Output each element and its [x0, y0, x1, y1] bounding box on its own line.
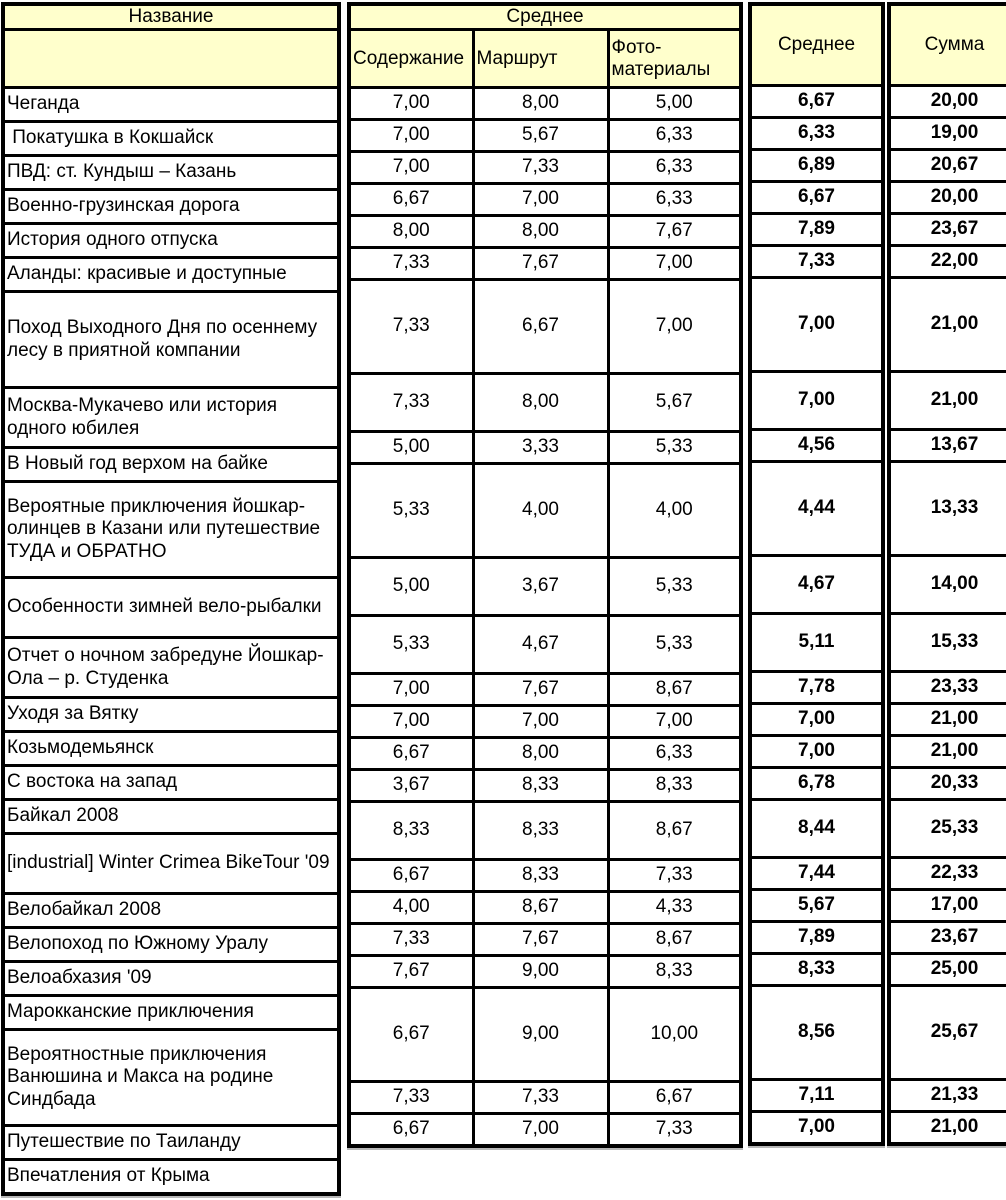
cell-sum: 23,33	[889, 672, 1006, 704]
cell-content: 8,00	[349, 216, 473, 248]
cell-photo: 5,33	[608, 616, 741, 674]
table-row	[349, 184, 741, 216]
cell-content: 3,67	[349, 770, 473, 802]
cell-name: Марокканские приключения	[3, 996, 339, 1030]
cell-sum: 25,67	[889, 986, 1006, 1080]
cell-avg: 7,00	[750, 704, 883, 736]
cell-avg: 6,67	[750, 182, 883, 214]
cell-avg: 7,89	[750, 214, 883, 246]
cell-content: 6,67	[349, 1114, 473, 1147]
criteria-section	[347, 2, 743, 1148]
photo-column-header: Фото-материалы	[608, 30, 741, 88]
table-row	[3, 122, 339, 156]
table-row	[3, 88, 339, 122]
cell-sum: 19,00	[889, 118, 1006, 150]
table-row	[349, 248, 741, 280]
cell-route: 4,00	[473, 464, 608, 558]
cell-sum: 23,67	[889, 922, 1006, 954]
table-row	[889, 614, 1006, 672]
cell-route: 8,00	[473, 88, 608, 120]
cell-content: 7,00	[349, 706, 473, 738]
cell-photo: 8,33	[608, 770, 741, 802]
cell-content: 7,00	[349, 120, 473, 152]
cell-photo: 8,67	[608, 802, 741, 860]
cell-sum: 25,00	[889, 954, 1006, 986]
cell-name: Козьмодемьянск	[3, 732, 339, 766]
table-row	[3, 448, 339, 482]
cell-sum: 20,00	[889, 182, 1006, 214]
table-row	[3, 190, 339, 224]
cell-avg: 6,33	[750, 118, 883, 150]
average-section	[748, 2, 885, 1146]
table-row	[349, 432, 741, 464]
cell-sum: 21,33	[889, 1080, 1006, 1112]
table-row	[3, 258, 339, 292]
cell-sum: 21,00	[889, 736, 1006, 768]
table-row	[750, 922, 883, 954]
table-row	[349, 706, 741, 738]
header-row-sub	[349, 30, 741, 88]
table-row	[750, 214, 883, 246]
table-row	[889, 1080, 1006, 1112]
cell-name: Покатушка в Кокшайск	[3, 122, 339, 156]
table-row	[3, 156, 339, 190]
cell-name: Вероятностные приключения Ванюшина и Макса на родине Синдбада	[3, 1030, 339, 1126]
cell-avg: 7,11	[750, 1080, 883, 1112]
cell-route: 7,00	[473, 1114, 608, 1147]
cell-avg: 7,00	[750, 736, 883, 768]
table-row	[889, 278, 1006, 372]
table-row	[889, 704, 1006, 736]
table-row	[349, 616, 741, 674]
table-row	[750, 1080, 883, 1112]
table-row	[3, 834, 339, 894]
cell-avg: 4,56	[750, 430, 883, 462]
cell-photo: 6,33	[608, 120, 741, 152]
table-row	[349, 152, 741, 184]
cell-name: История одного отпуска	[3, 224, 339, 258]
cell-avg: 8,56	[750, 986, 883, 1080]
table-row	[889, 986, 1006, 1080]
table-row	[349, 1082, 741, 1114]
table-row	[3, 766, 339, 800]
table-row	[3, 1160, 339, 1195]
cell-avg: 7,00	[750, 1112, 883, 1145]
cell-sum: 23,67	[889, 214, 1006, 246]
table-row	[750, 182, 883, 214]
table-row	[889, 118, 1006, 150]
table-row	[750, 672, 883, 704]
cell-route: 8,00	[473, 374, 608, 432]
cell-name: В Новый год верхом на байке	[3, 448, 339, 482]
table-row	[349, 1114, 741, 1147]
cell-photo: 7,33	[608, 1114, 741, 1147]
table-row	[349, 120, 741, 152]
cell-sum: 21,00	[889, 1112, 1006, 1145]
cell-photo: 5,33	[608, 558, 741, 616]
cell-content: 7,33	[349, 1082, 473, 1114]
cell-route: 8,00	[473, 738, 608, 770]
table-row	[3, 638, 339, 698]
cell-sum: 13,67	[889, 430, 1006, 462]
cell-content: 6,67	[349, 860, 473, 892]
cell-route: 8,33	[473, 770, 608, 802]
sum-section	[887, 2, 1006, 1146]
table-row	[889, 890, 1006, 922]
cell-avg: 4,67	[750, 556, 883, 614]
cell-name: Военно-грузинская дорога	[3, 190, 339, 224]
cell-avg: 7,00	[750, 278, 883, 372]
table-row	[349, 860, 741, 892]
table-row	[3, 578, 339, 638]
table-row	[750, 858, 883, 890]
cell-name: Вероятные приключения йошкар-олинцев в Казани или путешествие ТУДА и ОБРАТНО	[3, 482, 339, 578]
cell-photo: 6,33	[608, 152, 741, 184]
cell-route: 8,33	[473, 802, 608, 860]
table-row	[750, 372, 883, 430]
table-row	[889, 736, 1006, 768]
cell-photo: 6,33	[608, 184, 741, 216]
table-row	[750, 986, 883, 1080]
table-row	[889, 246, 1006, 278]
cell-content: 7,33	[349, 248, 473, 280]
cell-photo: 7,67	[608, 216, 741, 248]
cell-content: 5,33	[349, 616, 473, 674]
cell-name: Поход Выходного Дня по осеннему лесу в приятной компании	[3, 292, 339, 388]
table-row	[750, 556, 883, 614]
table-row	[889, 556, 1006, 614]
cell-content: 7,33	[349, 924, 473, 956]
table-row	[889, 214, 1006, 246]
table-row	[349, 88, 741, 120]
table-row	[349, 280, 741, 374]
cell-route: 9,00	[473, 956, 608, 988]
cell-avg: 8,33	[750, 954, 883, 986]
table-row	[889, 462, 1006, 556]
cell-name: Уходя за Вятку	[3, 698, 339, 732]
cell-name: ПВД: ст. Кундыш – Казань	[3, 156, 339, 190]
table-row	[3, 800, 339, 834]
table-row	[3, 482, 339, 578]
cell-name: Впечатления от Крыма	[3, 1160, 339, 1195]
cell-content: 7,33	[349, 374, 473, 432]
table-row	[750, 800, 883, 858]
cell-name: Велопоход по Южному Уралу	[3, 928, 339, 962]
cell-name: Велобайкал 2008	[3, 894, 339, 928]
cell-name: Велоабхазия '09	[3, 962, 339, 996]
cell-avg: 6,78	[750, 768, 883, 800]
cell-name: С востока на запад	[3, 766, 339, 800]
cell-route: 7,33	[473, 152, 608, 184]
table-row	[3, 224, 339, 258]
table-row	[349, 558, 741, 616]
table-row	[349, 674, 741, 706]
table-row	[3, 732, 339, 766]
table-row	[3, 1030, 339, 1126]
table-row	[750, 954, 883, 986]
table-row	[750, 118, 883, 150]
cell-content: 7,00	[349, 674, 473, 706]
table-row	[750, 736, 883, 768]
cell-sum: 14,00	[889, 556, 1006, 614]
cell-sum: 20,00	[889, 86, 1006, 118]
cell-route: 8,33	[473, 860, 608, 892]
cell-sum: 21,00	[889, 372, 1006, 430]
cell-route: 7,00	[473, 706, 608, 738]
name-section	[1, 2, 341, 1196]
cell-sum: 21,00	[889, 278, 1006, 372]
cell-content: 7,00	[349, 88, 473, 120]
content-column-header: Содержание	[349, 30, 473, 88]
group-average-header: Среднее	[349, 4, 741, 30]
route-column-header: Маршрут	[473, 30, 608, 88]
table-row	[889, 182, 1006, 214]
cell-route: 7,00	[473, 184, 608, 216]
cell-content: 7,33	[349, 280, 473, 374]
cell-sum: 20,33	[889, 768, 1006, 800]
cell-sum: 13,33	[889, 462, 1006, 556]
cell-avg: 6,89	[750, 150, 883, 182]
cell-photo: 8,67	[608, 924, 741, 956]
cell-avg: 7,78	[750, 672, 883, 704]
cell-sum: 17,00	[889, 890, 1006, 922]
table-row	[750, 150, 883, 182]
cell-photo: 7,00	[608, 280, 741, 374]
cell-photo: 6,33	[608, 738, 741, 770]
cell-avg: 7,00	[750, 372, 883, 430]
table-row	[889, 800, 1006, 858]
name-column-header: Название	[3, 4, 339, 30]
table-row	[3, 962, 339, 996]
table-row	[889, 768, 1006, 800]
cell-name: Чеганда	[3, 88, 339, 122]
table-row	[349, 738, 741, 770]
cell-name: [industrial] Winter Crimea BikeTour '09	[3, 834, 339, 894]
cell-photo: 10,00	[608, 988, 741, 1082]
cell-avg: 7,44	[750, 858, 883, 890]
table-row	[349, 802, 741, 860]
cell-name: Аланды: красивые и доступные	[3, 258, 339, 292]
cell-sum: 20,67	[889, 150, 1006, 182]
table-row	[3, 894, 339, 928]
cell-photo: 7,33	[608, 860, 741, 892]
header-row-top	[3, 4, 339, 30]
table-row	[750, 614, 883, 672]
cell-route: 4,67	[473, 616, 608, 674]
cell-content: 5,33	[349, 464, 473, 558]
cell-route: 5,67	[473, 120, 608, 152]
cell-sum: 22,33	[889, 858, 1006, 890]
cell-photo: 7,00	[608, 706, 741, 738]
cell-content: 5,00	[349, 432, 473, 464]
cell-route: 3,33	[473, 432, 608, 464]
cell-photo: 7,00	[608, 248, 741, 280]
cell-photo: 8,33	[608, 956, 741, 988]
cell-avg: 4,44	[750, 462, 883, 556]
cell-content: 6,67	[349, 184, 473, 216]
cell-photo: 5,33	[608, 432, 741, 464]
cell-avg: 5,67	[750, 890, 883, 922]
cell-content: 6,67	[349, 738, 473, 770]
table-row	[889, 672, 1006, 704]
table-row	[750, 86, 883, 118]
table-row	[750, 246, 883, 278]
table-row	[750, 278, 883, 372]
average-column-header: Среднее	[750, 4, 883, 86]
cell-name: Путешествие по Таиланду	[3, 1126, 339, 1160]
table-row	[349, 956, 741, 988]
cell-route: 9,00	[473, 988, 608, 1082]
table-row	[750, 890, 883, 922]
table-row	[349, 464, 741, 558]
table-row	[349, 988, 741, 1082]
table-row	[889, 1112, 1006, 1145]
table-row	[349, 892, 741, 924]
cell-photo: 4,33	[608, 892, 741, 924]
cell-content: 6,67	[349, 988, 473, 1082]
cell-content: 4,00	[349, 892, 473, 924]
cell-name: Байкал 2008	[3, 800, 339, 834]
cell-avg: 5,11	[750, 614, 883, 672]
cell-photo: 8,67	[608, 674, 741, 706]
cell-sum: 25,33	[889, 800, 1006, 858]
cell-avg: 6,67	[750, 86, 883, 118]
cell-route: 3,67	[473, 558, 608, 616]
table-row	[3, 928, 339, 962]
header-row	[750, 4, 883, 86]
table-row	[3, 698, 339, 732]
cell-content: 8,33	[349, 802, 473, 860]
cell-route: 7,67	[473, 924, 608, 956]
cell-avg: 7,33	[750, 246, 883, 278]
table-row	[349, 374, 741, 432]
cell-sum: 15,33	[889, 614, 1006, 672]
cell-photo: 5,67	[608, 374, 741, 432]
cell-content: 5,00	[349, 558, 473, 616]
table-row	[889, 430, 1006, 462]
cell-photo: 4,00	[608, 464, 741, 558]
table-row	[3, 388, 339, 448]
table-row	[349, 770, 741, 802]
header-row-top	[349, 4, 741, 30]
cell-name: Особенности зимней вело-рыбалки	[3, 578, 339, 638]
cell-content: 7,67	[349, 956, 473, 988]
cell-route: 6,67	[473, 280, 608, 374]
table-row	[349, 924, 741, 956]
cell-route: 7,33	[473, 1082, 608, 1114]
cell-name: Отчет о ночном забредуне Йошкар-Ола – р. Студенка	[3, 638, 339, 698]
table-row	[889, 150, 1006, 182]
table-row	[750, 430, 883, 462]
header-row	[889, 4, 1006, 86]
cell-content: 7,00	[349, 152, 473, 184]
cell-route: 7,67	[473, 248, 608, 280]
table-row	[889, 372, 1006, 430]
sum-column-header: Сумма	[889, 4, 1006, 86]
cell-avg: 7,89	[750, 922, 883, 954]
table-row	[3, 996, 339, 1030]
table-row	[750, 704, 883, 736]
header-row-sub	[3, 30, 339, 88]
cell-avg: 8,44	[750, 800, 883, 858]
cell-route: 7,67	[473, 674, 608, 706]
table-row	[889, 858, 1006, 890]
table-row	[750, 462, 883, 556]
table-row	[889, 86, 1006, 118]
cell-photo: 5,00	[608, 88, 741, 120]
table-row	[750, 1112, 883, 1145]
cell-route: 8,67	[473, 892, 608, 924]
table-row	[3, 1126, 339, 1160]
cell-sum: 22,00	[889, 246, 1006, 278]
table-row	[889, 922, 1006, 954]
table-row	[750, 768, 883, 800]
table-row	[889, 954, 1006, 986]
cell-sum: 21,00	[889, 704, 1006, 736]
cell-name: Москва-Мукачево или история одного юбилея	[3, 388, 339, 448]
cell-route: 8,00	[473, 216, 608, 248]
table-row	[3, 292, 339, 388]
cell-photo: 6,67	[608, 1082, 741, 1114]
table-row	[349, 216, 741, 248]
name-header-spacer	[3, 30, 339, 88]
